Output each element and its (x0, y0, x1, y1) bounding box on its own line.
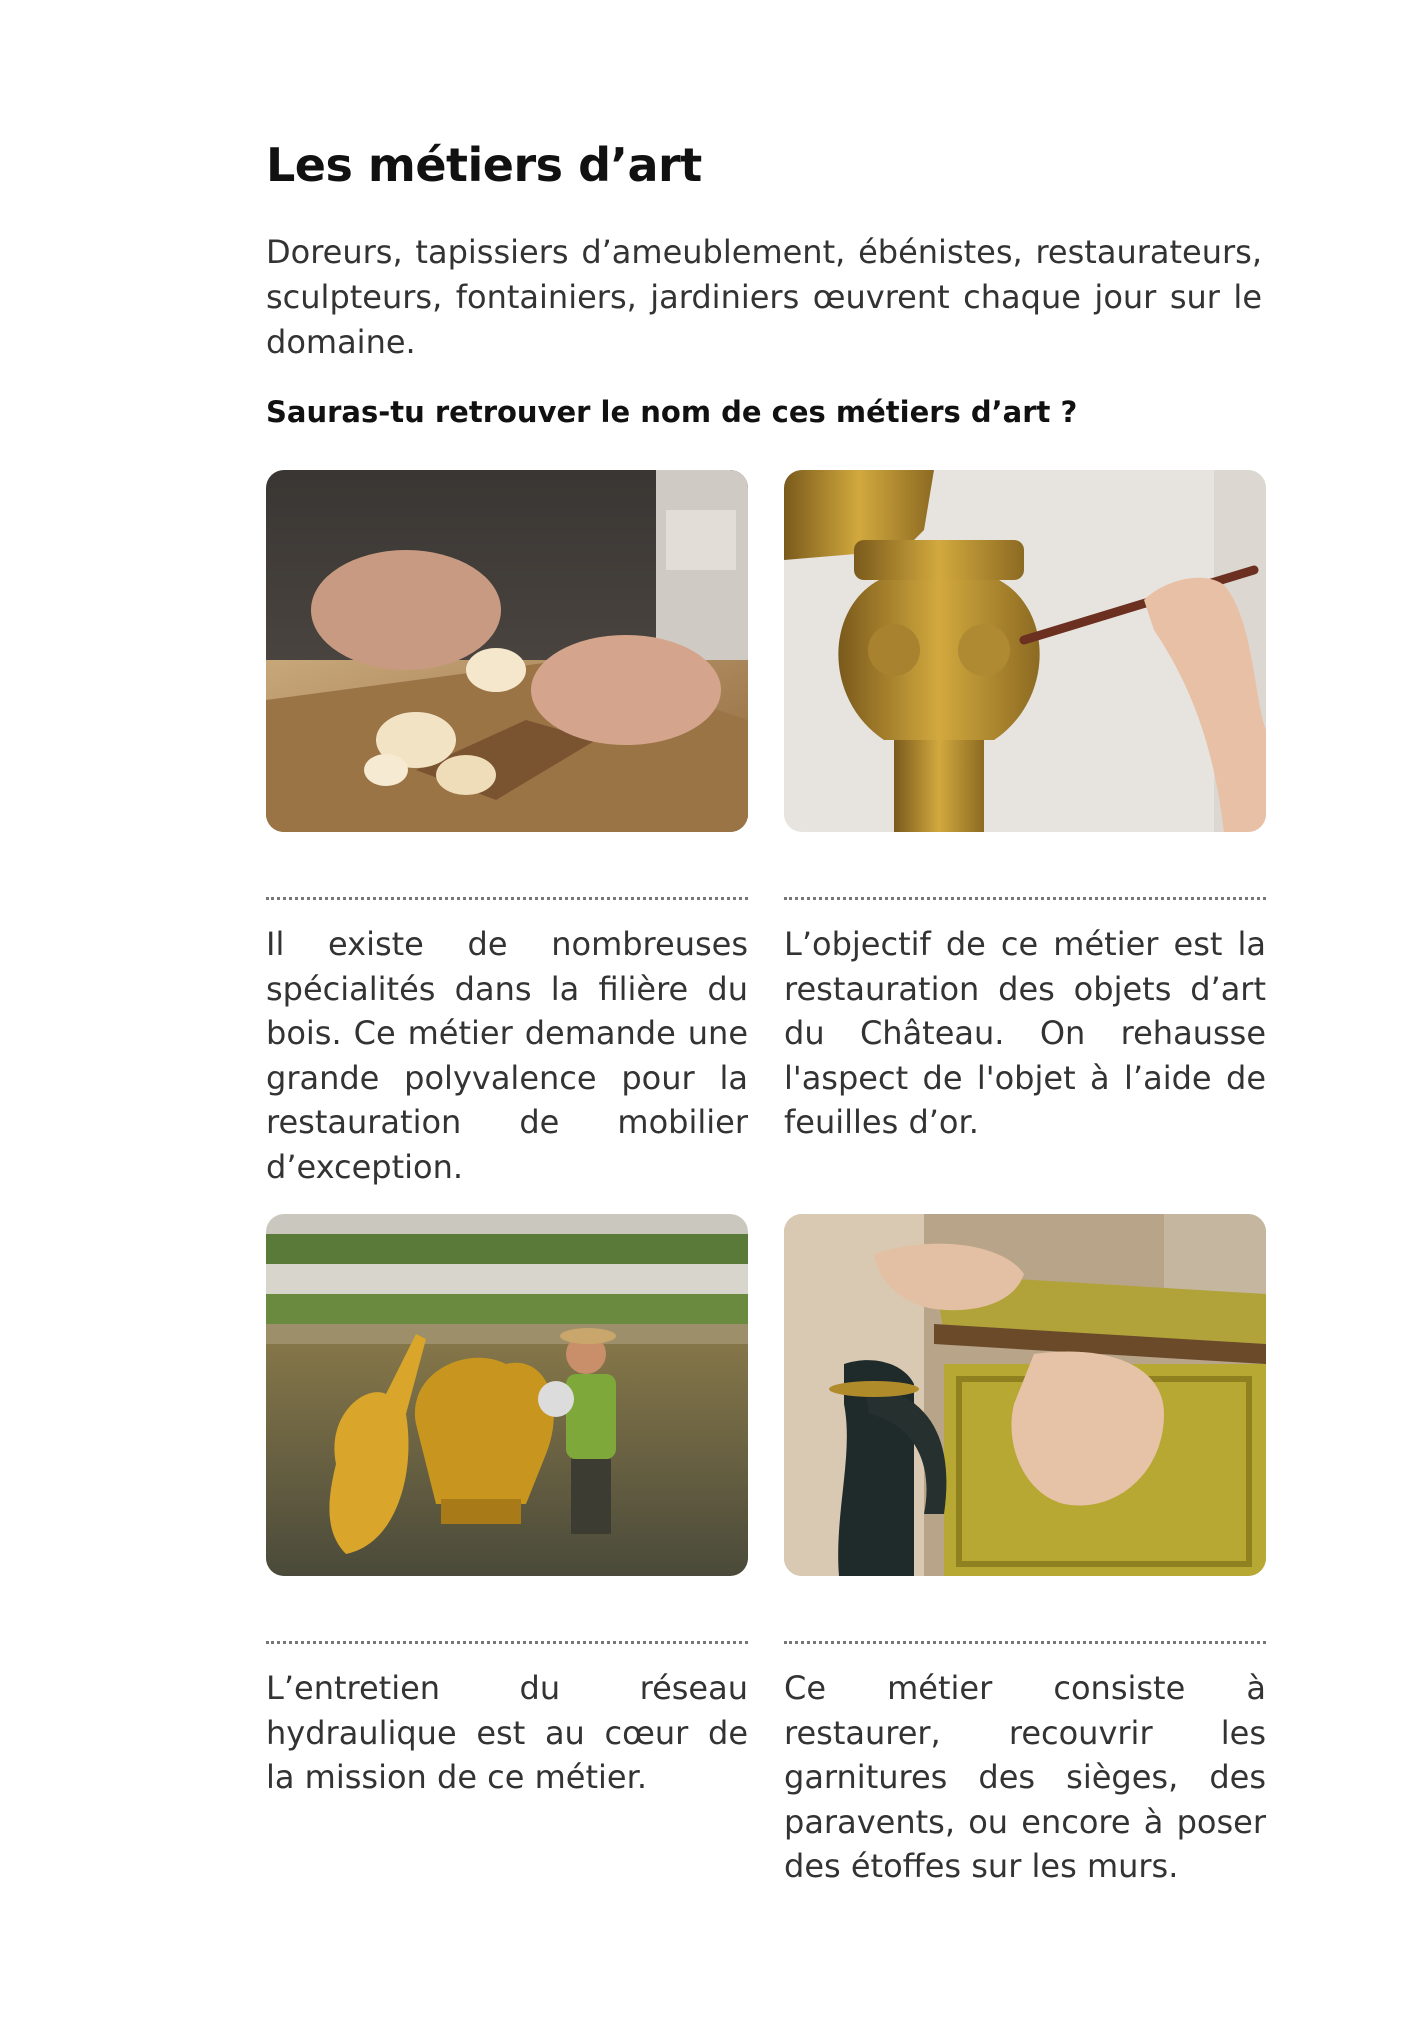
card-description: L’objectif de ce métier est la restauration des objets d’art du Château. On rehausse l'aspect de l'objet à l’aide de feuilles d’or. (784, 925, 1266, 1141)
card-description: Ce métier consiste à restaurer, recouvrir les garnitures des sièges, des paravents, ou encore à poser des étoffes sur les murs. (784, 1669, 1266, 1885)
question-heading: Sauras-tu retrouver le nom de ces métiers d’art ? (266, 395, 1078, 429)
woodworking-photo (266, 470, 748, 832)
answer-line[interactable] (266, 1641, 748, 1644)
card-description: Il existe de nombreuses spécialités dans la filière du bois. Ce métier demande une grande polyvalence pour la restauration de mobilier d’exception. (266, 925, 748, 1186)
answer-line[interactable] (784, 897, 1266, 900)
intro-paragraph: Doreurs, tapissiers d’ameublement, ébénistes, restaurateurs, sculpteurs, fontainiers, jardiniers œuvrent chaque jour sur le domaine. (266, 233, 1262, 361)
answer-line[interactable] (784, 1641, 1266, 1644)
upholstery-photo (784, 1214, 1266, 1576)
card-description: L’entretien du réseau hydraulique est au cœur de la mission de ce métier. (266, 1669, 748, 1796)
fountain-photo (266, 1214, 748, 1576)
answer-line[interactable] (266, 897, 748, 900)
page-title: Les métiers d’art (266, 138, 702, 192)
gilding-photo (784, 470, 1266, 832)
